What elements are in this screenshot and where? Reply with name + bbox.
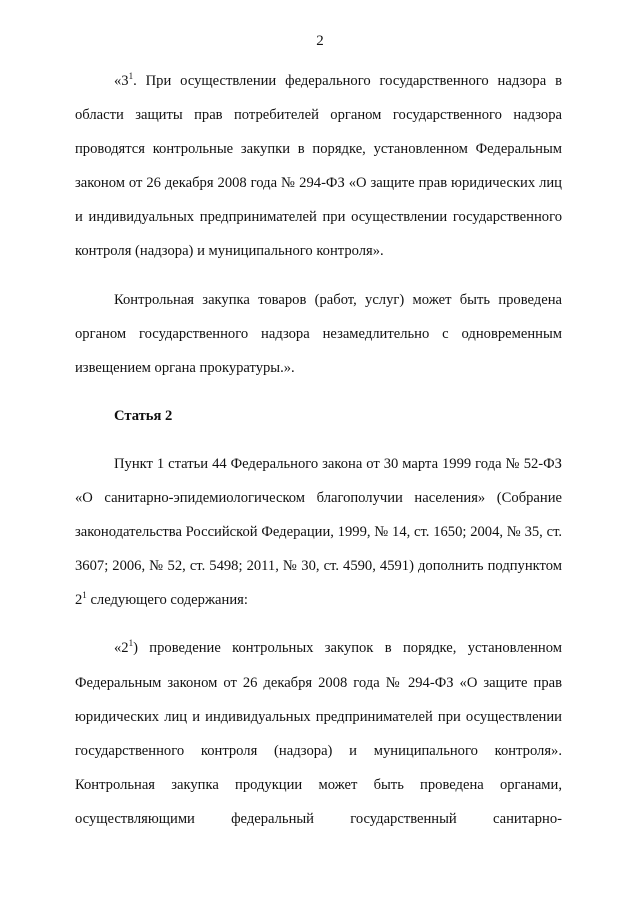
- document-body: [75, 64, 562, 836]
- paragraph-subitem-2-1: [75, 631, 562, 836]
- paragraph-control-purchase-text: Контрольная закупка товаров (работ, услуг) может быть проведена органом государственного надзора незамедлительно с одновременным извещением органа прокуратуры.».: [75, 291, 562, 376]
- superscript-index: 1: [82, 590, 87, 601]
- paragraph-control-purchase: [75, 283, 562, 385]
- superscript-index: 1: [128, 638, 134, 649]
- paragraph-article-2-text: Пункт 1 статьи 44 Федерального закона от 30 марта 1999 года № 52-ФЗ «О санитарно-эпидемиологическом благополучии населения» (Собрание законодательства Российской Федерации, 1999, № 14, ст. 1650; 2004, № 35, ст. 3607; 2006, № 52, ст. 5498; 2011, № 30, ст. 4590, 4591) дополнить подпунктом 2: [75, 455, 562, 609]
- paragraph-3-1-text: . При осуществлении федерального государственного надзора в области защиты прав потребителей органом государственного надзора проводятся контрольные закупки в порядке, установленном Федеральным законом от 26 декабря 2008 года № 294-ФЗ «О защите прав юридических лиц и индивидуальных предпринимателей при осуществлении государственного контроля (надзора) и муниципального контроля».: [75, 73, 562, 260]
- paragraph-gap: [75, 433, 562, 447]
- superscript-index: 1: [128, 71, 134, 81]
- paragraph-gap: [75, 269, 562, 283]
- page-number: 2: [316, 33, 324, 49]
- paragraph-article-2-end: следующего содержания:: [86, 592, 248, 609]
- paragraph-article-2: [75, 447, 562, 617]
- paragraph-subitem-2-1-text: ) проведение контрольных закупок в порядке, установленном Федеральным законом от 26 декабря 2008 года № 294-ФЗ «О защите прав юридических лиц и индивидуальных предпринимателей при осуществлении государственного контроля (надзора) и муниципального контроля». Контрольная закупка продукции может быть проведена органами, осуществляющими федеральный государственный санитарно-: [75, 640, 562, 827]
- paragraph-gap: [75, 385, 562, 399]
- paragraph-gap: [75, 617, 562, 631]
- article-heading: Статья 2: [114, 407, 173, 424]
- paragraph-subitem-2-1-start: «2: [114, 640, 129, 657]
- paragraph-3-1-start: «3: [114, 73, 129, 89]
- paragraph-3-1: [75, 64, 562, 269]
